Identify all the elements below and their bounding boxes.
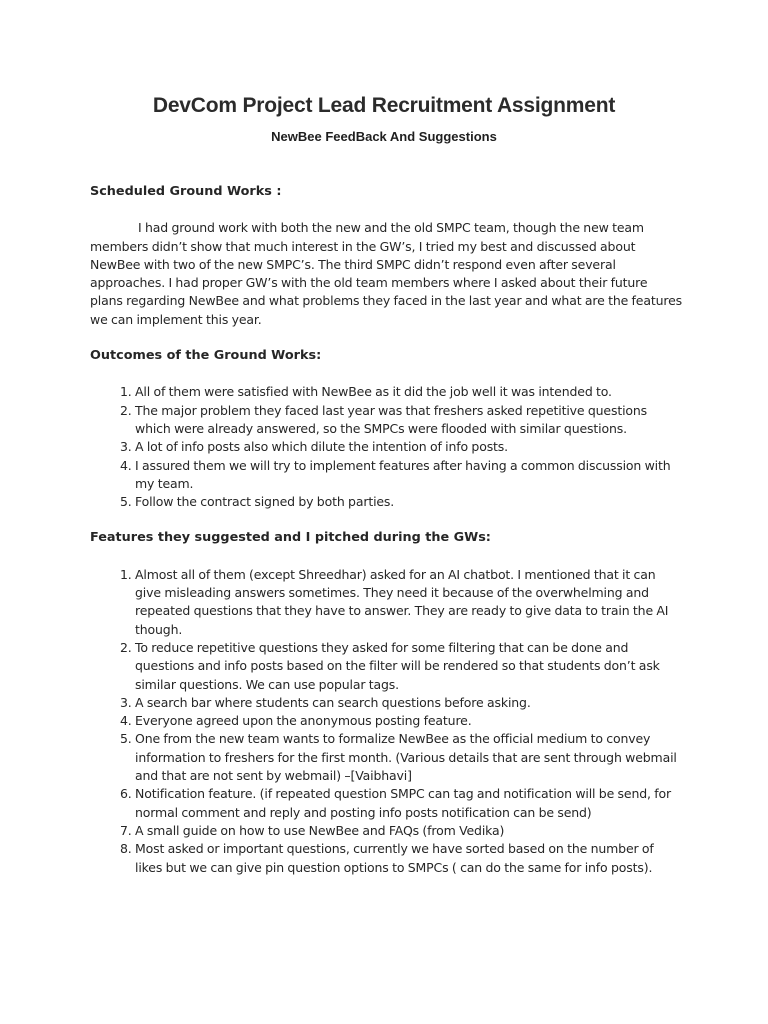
page-subtitle: NewBee FeedBack And Suggestions — [271, 129, 497, 144]
list-item: 4. I assured them we will try to implement features after having a common discussion with my team. — [135, 457, 682, 494]
list-item: 8. Most asked or important questions, currently we have sorted based on the number of likes but we can give pin question options to SMPCs ( can do the same for info posts). — [135, 840, 682, 877]
features-list — [90, 566, 682, 877]
list-item: 6. Notification feature. (if repeated question SMPC can tag and notification will be send, for normal comment and reply and posting info posts notification can be send) — [135, 785, 682, 822]
list-item: 7. A small guide on how to use NewBee and FAQs (from Vedika) — [135, 822, 682, 840]
list-item: 2. To reduce repetitive questions they asked for some filtering that can be done and questions and info posts based on the filter will be rendered so that students don’t ask similar questions. We can use popular tags. — [135, 639, 682, 694]
list-item: 3. A search bar where students can search questions before asking. — [135, 694, 682, 712]
scheduled-ground-works-paragraph: I had ground work with both the new and the old SMPC team, though the new team members didn’t show that much interest in the GW’s, I tried my best and discussed about NewBee with two of the new SMPC’s. The third SMPC didn’t respond even after several approaches. I had proper GW’s with the old team members where I asked about their future plans regarding NewBee and what problems they faced in the last year and what are the features we can implement this year. — [90, 220, 682, 327]
list-item: 5. Follow the contract signed by both parties. — [135, 493, 682, 511]
list-item: 4. Everyone agreed upon the anonymous posting feature. — [135, 712, 682, 730]
list-item: 5. One from the new team wants to formalize NewBee as the official medium to convey information to freshers for the first month. (Various details that are sent through webmail and that are not sent by webmail) –[Vaibhavi] — [135, 730, 682, 785]
section-heading-features: Features they suggested and I pitched during the GWs: — [90, 530, 491, 546]
list-item: 3. A lot of info posts also which dilute the intention of info posts. — [135, 438, 682, 456]
list-item: 2. The major problem they faced last year was that freshers asked repetitive questions which were already answered, so the SMPCs were flooded with similar questions. — [135, 402, 682, 439]
list-item: 1. Almost all of them (except Shreedhar) asked for an AI chatbot. I mentioned that it can give misleading answers sometimes. They need it because of the overwhelming and repeated questions that they have to answer. They are ready to give data to train the AI though. — [135, 566, 682, 639]
section-heading-scheduled-ground-works: Scheduled Ground Works : — [90, 184, 282, 199]
section-heading-outcomes: Outcomes of the Ground Works: — [90, 348, 322, 364]
page-title: DevCom Project Lead Recruitment Assignment — [152, 94, 616, 117]
list-item: 1. All of them were satisfied with NewBee as it did the job well it was intended to. — [135, 383, 682, 401]
outcomes-list — [90, 383, 682, 511]
document-body — [90, 183, 682, 877]
